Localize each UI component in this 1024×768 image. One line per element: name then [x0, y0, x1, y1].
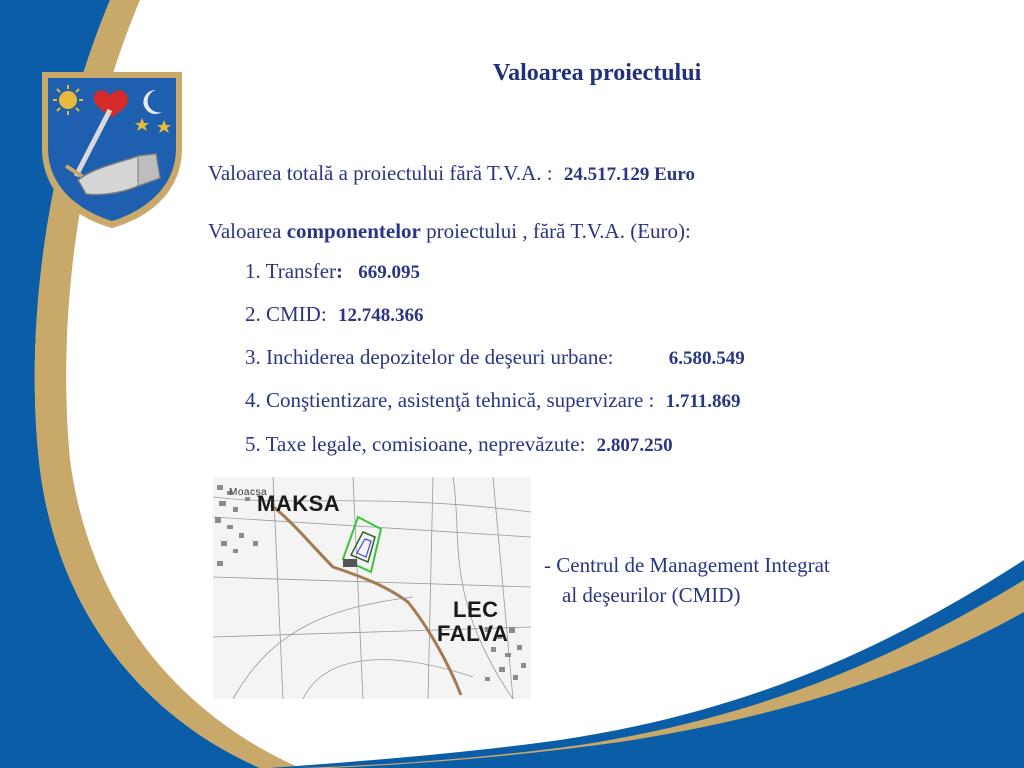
- component-item: [245, 432, 673, 457]
- map-label-moacsa: Moacşa: [229, 487, 268, 498]
- map-label-maksa: MAKSA: [257, 491, 341, 516]
- component-separator: :: [336, 259, 344, 283]
- component-item: [245, 259, 420, 284]
- components-intro-prefix: Valoarea: [208, 219, 282, 243]
- map-caption-line2: al deşeurilor (CMID): [562, 583, 741, 607]
- component-item: [245, 302, 423, 327]
- component-label: 5. Taxe legale, comisioane, neprevăzute:: [245, 432, 586, 456]
- total-value-line: [208, 161, 695, 186]
- component-value: 1.711.869: [665, 391, 741, 412]
- total-label: Valoarea totală a proiectului fără T.V.A. :: [208, 161, 553, 185]
- components-intro-bold: componentelor: [286, 219, 421, 243]
- component-label: 4. Conştientizare, asistenţă tehnică, supervizare :: [245, 388, 655, 412]
- map-label-lec: LEC: [453, 597, 499, 622]
- map-caption-line1: - Centrul de Management Integrat: [544, 553, 830, 577]
- components-intro-suffix: proiectului , fără T.V.A. (Euro):: [426, 219, 691, 243]
- component-label: 1. Transfer: [245, 259, 337, 283]
- map-label-falva: FALVA: [437, 621, 509, 646]
- component-label: 2. CMID:: [245, 302, 327, 326]
- components-intro: [208, 219, 691, 244]
- component-item: [245, 345, 745, 370]
- component-label: 3. Inchiderea depozitelor de deşeuri urbane:: [245, 345, 614, 369]
- component-value: 12.748.366: [337, 305, 424, 326]
- slide-title: Valoarea proiectului: [493, 60, 702, 86]
- component-item: [245, 388, 741, 413]
- component-value: 2.807.250: [596, 435, 673, 456]
- coat-of-arms-icon: [38, 68, 186, 230]
- total-value: 24.517.129 Euro: [563, 164, 695, 185]
- site-map: [213, 477, 531, 699]
- component-value: 6.580.549: [668, 348, 745, 369]
- component-value: 669.095: [358, 262, 421, 283]
